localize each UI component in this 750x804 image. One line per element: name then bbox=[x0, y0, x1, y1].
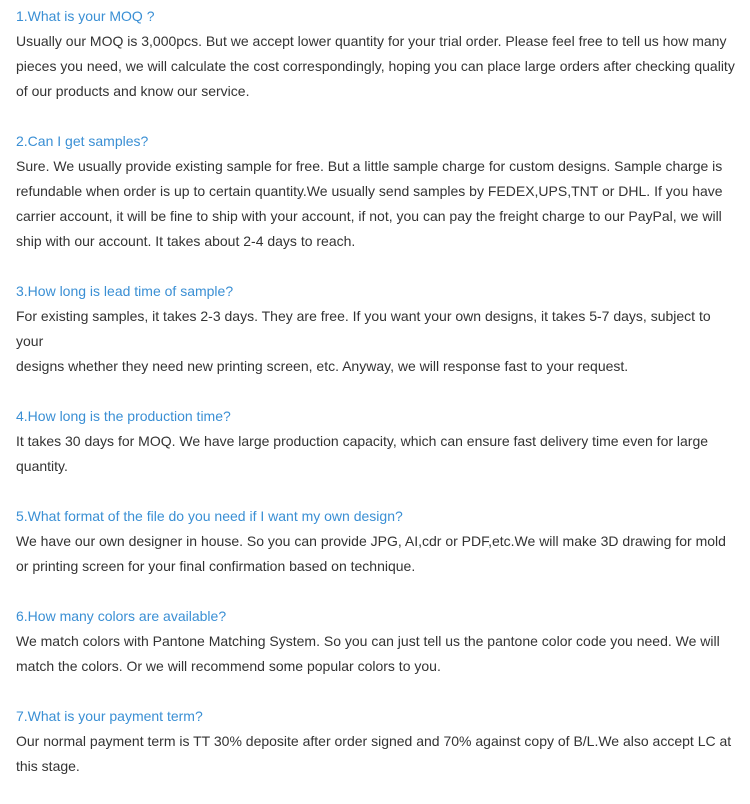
faq-question: 3.How long is lead time of sample? bbox=[16, 283, 234, 299]
faq-answer: It takes 30 days for MOQ. We have large production capacity, which can ensure fast delivery time even for large quantity. bbox=[16, 433, 709, 474]
faq-item-payment-term bbox=[16, 704, 738, 779]
faq-item-colors bbox=[16, 604, 738, 679]
faq-item-production-time bbox=[16, 404, 738, 479]
faq-question: 5.What format of the file do you need if I want my own design? bbox=[16, 508, 403, 524]
faq-answer: Our normal payment term is TT 30% deposite after order signed and 70% against copy of B/L.We also accept LC at this stage. bbox=[16, 733, 732, 774]
faq-question: 6.How many colors are available? bbox=[16, 608, 227, 624]
faq-item-moq bbox=[16, 4, 738, 104]
faq-item-file-format bbox=[16, 504, 738, 579]
faq-question: 2.Can I get samples? bbox=[16, 133, 149, 149]
faq-answer: Usually our MOQ is 3,000pcs. But we accept lower quantity for your trial order. Please feel free to tell us how many pieces you need, we will calculate the cost correspondingly, hoping you can place large orders after checking quality of our products and know our service. bbox=[16, 33, 735, 99]
faq-list bbox=[16, 4, 738, 804]
faq-question: 7.What is your payment term? bbox=[16, 708, 203, 724]
faq-answer: We have our own designer in house. So you can provide JPG, AI,cdr or PDF,etc.We will make 3D drawing for mold or printing screen for your final confirmation based on technique. bbox=[16, 533, 726, 574]
faq-answer: For existing samples, it takes 2-3 days. They are free. If you want your own designs, it takes 5-7 days, subject to your designs whether they need new printing screen, etc. Anyway, we will response fast to your request. bbox=[16, 308, 711, 374]
faq-answer: Sure. We usually provide existing sample for free. But a little sample charge for custom designs. Sample charge is refundable when order is up to certain quantity.We usually send samples by FEDEX,UPS,TNT or DHL. If you have carrier account, it will be fine to ship with your account, if not, you can pay the freight charge to our PayPal, we will ship with our account. It takes about 2-4 days to reach. bbox=[16, 158, 723, 249]
faq-item-samples bbox=[16, 129, 738, 254]
faq-question: 4.How long is the production time? bbox=[16, 408, 231, 424]
faq-question: 1.What is your MOQ ? bbox=[16, 8, 155, 24]
faq-answer: We match colors with Pantone Matching System. So you can just tell us the pantone color code you need. We will match the colors. Or we will recommend some popular colors to you. bbox=[16, 633, 720, 674]
faq-item-sample-lead-time bbox=[16, 279, 738, 379]
